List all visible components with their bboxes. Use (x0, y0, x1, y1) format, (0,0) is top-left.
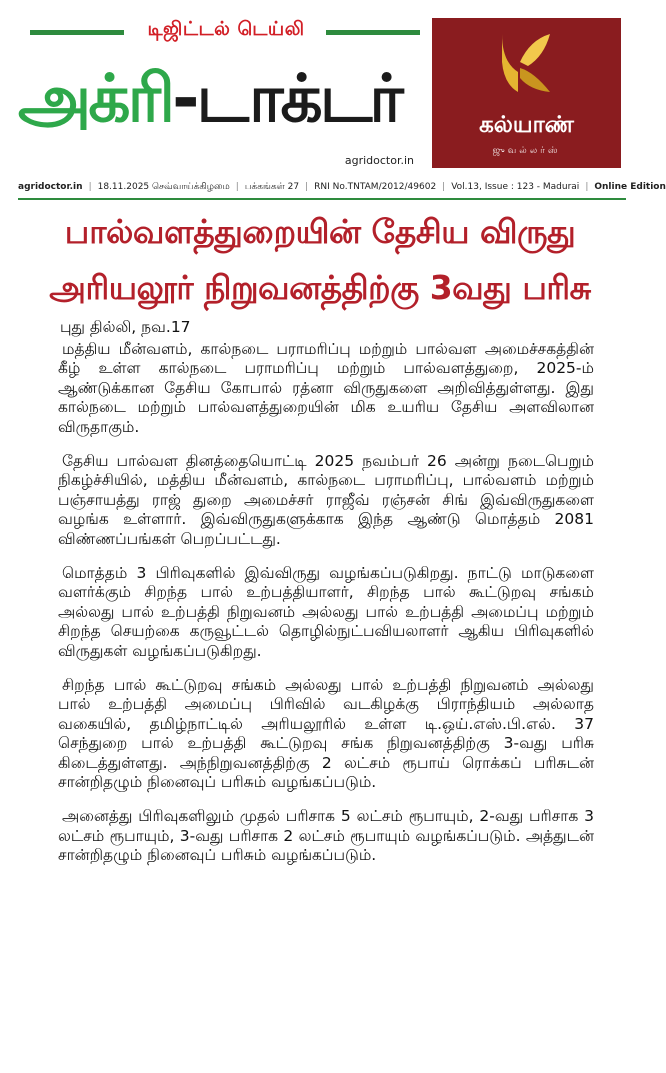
kalyan-jewellers-ad[interactable] (432, 18, 621, 168)
title-part-doctor: டாக்டர் (196, 60, 401, 137)
info-date: 18.11.2025 செவ்வாய்க்கிழமை (97, 181, 230, 192)
masthead (0, 0, 666, 200)
info-divider: | (585, 182, 589, 192)
newspaper-nameplate (18, 14, 420, 186)
tagline: டிஜிட்டல் டெய்லி (147, 18, 305, 40)
tagline-rule-right (326, 30, 420, 35)
info-volume: Vol.13, Issue : 123 - Madurai (451, 182, 580, 192)
article-paragraph: தேசிய பால்வள தினத்தையொட்டி 2025 நவம்பர் 26 அன்று நடைபெறும் நிகழ்ச்சியில், மத்திய மீன்வளம், கால்நடை பராமரிப்பு, பால்வளம் மற்றும் பஞ்சாயத்து ராஜ் துறை அமைச்சர் ராஜீவ் ரஞ்சன் சிங் இவ்விருதுகளை வழங்க உள்ளார். இவ்விருதுகளுக்காக இந்த ஆண்டு மொத்தம் 2081 விண்ணப்பங்கள் பெறப்பட்டது. (58, 451, 594, 548)
newspaper-title (18, 50, 420, 148)
info-pages: பக்கங்கள் 27 (244, 181, 300, 192)
title-separator: - (172, 60, 197, 137)
article-paragraph: அனைத்து பிரிவுகளிலும் முதல் பரிசாக 5 லட்சம் ரூபாயும், 2-வது பரிசாக 3 லட்சம் ரூபாயும், 3-வது பரிசாக 2 லட்சம் ரூபாயும் வழங்கப்படும். அத்துடன் சான்றிதழும் நினைவுப் பரிசும் வழங்கப்படும். (58, 807, 594, 865)
headline-line-2: அரியலூர் நிறுவனத்திற்கு 3வது பரிசு (49, 268, 591, 307)
tagline-rule-left (30, 30, 124, 35)
headline (0, 204, 640, 316)
masthead-rule (18, 198, 626, 200)
ad-brand-name: கல்யாண் (479, 112, 574, 138)
info-divider: | (88, 182, 92, 192)
info-divider: | (305, 182, 309, 192)
title-part-agri: அக்ரி (18, 60, 173, 137)
issue-info-bar (18, 178, 666, 196)
website-label: agridoctor.in (344, 154, 414, 167)
info-divider: | (235, 182, 239, 192)
dateline: புது தில்லி, நவ.17 (60, 318, 191, 336)
article-paragraph: மத்திய மீன்வளம், கால்நடை பராமரிப்பு மற்றும் பால்வள அமைச்சகத்தின் கீழ் உள்ள கால்நடை பராமரிப்பு மற்றும் பால்வளத்துறை, 2025-ம் ஆண்டுக்கான தேசிய கோபால் ரத்னா விருதுகளை அறிவித்துள்ளது. இது கால்நடை மற்றும் பால்வளத்துறையின் மிக உயரிய தேசிய அளவிலான விருதாகும். (58, 339, 594, 436)
info-edition: Online Edition (594, 182, 666, 192)
info-rni: RNI No.TNTAM/2012/49602 (314, 182, 437, 192)
ad-brand-subtitle: ஜுவல்லர்ஸ் (492, 146, 561, 156)
headline-line-1: பால்வளத்துறையின் தேசிய விருது (64, 212, 576, 251)
info-divider: | (442, 182, 446, 192)
article-paragraph: மொத்தம் 3 பிரிவுகளில் இவ்விருது வழங்கப்படுகிறது. நாட்டு மாடுகளை வளர்க்கும் சிறந்த பால் உற்பத்தியாளர், சிறந்த பால் கூட்டுறவு சங்கம் அல்லது பால் உற்பத்தி நிறுவனம் அல்லது பால் உற்பத்தி அமைப்பு மற்றும் சிறந்த செயற்கை கருவூட்டல் தொழில்நுட்பவியலாளர் ஆகிய பிரிவுகளில் விருதுகள் வழங்கப்படுகிறது. (58, 563, 594, 660)
info-site: agridoctor.in (18, 182, 83, 192)
article-paragraph: சிறந்த பால் கூட்டுறவு சங்கம் அல்லது பால் உற்பத்தி நிறுவனம் அல்லது பால் உற்பத்தி அமைப்பு பிரிவில் வடகிழக்கு பிராந்தியம் அல்லாத வகையில், தமிழ்நாட்டில் அரியலூரில் உள்ள டி.ஒய்.எஸ்.பி.எல். 37 செந்துறை பால் உற்பத்தி கூட்டுறவு சங்க நிறுவனத்திற்கு 3-வது பரிசு கிடைத்துள்ளது. அந்நிறுவனத்திற்கு 2 லட்சம் ரூபாய் ரொக்கப் பரிசுடன் சான்றிதழும் நினைவுப் பரிசும் வழங்கப்படும். (58, 675, 594, 792)
kalyan-k-logo-icon (500, 32, 552, 94)
article-body (58, 318, 594, 880)
